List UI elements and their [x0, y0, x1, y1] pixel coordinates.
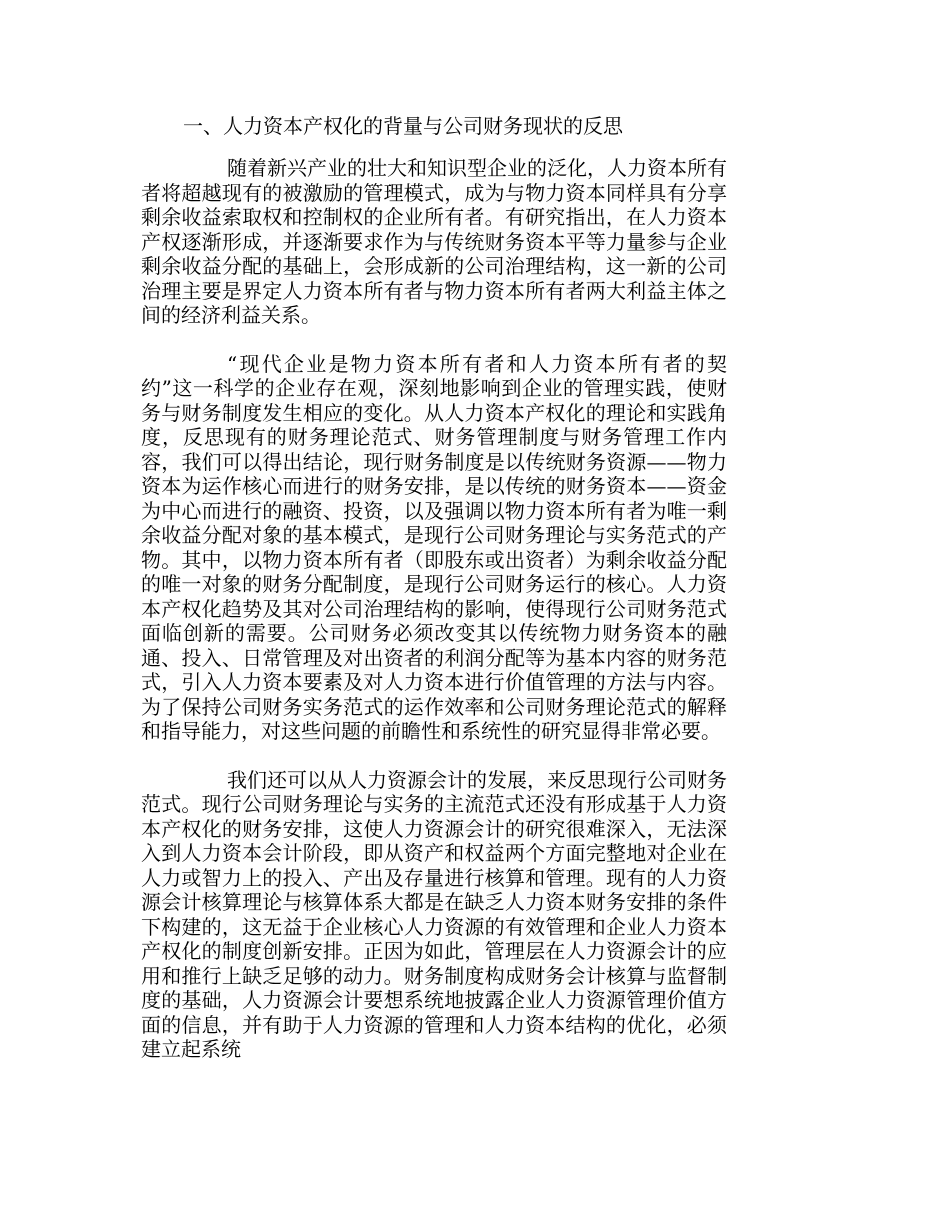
- section-heading: 一、人力资本产权化的背量与公司财务现状的反思: [183, 114, 623, 138]
- paragraph-3: 我们还可以从人力资源会计的发展，来反思现行公司财务范式。现行公司财务理论与实务的主流范式还没有形成基于人力资本产权化的财务安排，这使人力资源会计的研究很难深入，无法深入到人力资本会计阶段，即从资产和权益两个方面完整地对企业在人力或智力上的投入、产出及存量进行核算和管理。现有的人力资源会计核算理论与核算体系大都是在缺乏人力资本财务安排的条件下构建的，这无益于企业核心人力资源的有效管理和企业人力资本产权化的制度创新安排。正因为如此，管理层在人力资源会计的应用和推行上缺乏足够的动力。财务制度构成财务会计核算与监督制度的基础，人力资源会计要想系统地披露企业人力资源管理价值方面的信息，并有助于人力资源的管理和人力资本结构的优化，必须建立起系统: [141, 767, 727, 1061]
- document-page: [141, 112, 727, 1086]
- paragraph-1: 随着新兴产业的壮大和知识型企业的泛化，人力资本所有者将超越现有的被激励的管理模式，成为与物力资本同样具有分享剩余收益索取权和控制权的企业所有者。有研究指出，在人力资本产权逐渐形成，并逐渐要求作为与传统财务资本平等力量参与企业剩余收益分配的基础上，会形成新的公司治理结构，这一新的公司治理主要是界定人力资本所有者与物力资本所有者两大利益主体之间的经济利益关系。: [141, 156, 727, 327]
- paragraph-2: “现代企业是物力资本所有者和人力资本所有者的契约”这一科学的企业存在观，深刻地影响到企业的管理实践，使财务与财务制度发生相应的变化。从人力资本产权化的理论和实践角度，反思现有的财务理论范式、财务管理制度与财务管理工作内容，我们可以得出结论，现行财务制度是以传统财务资源——物力资本为运作核心而进行的财务安排，是以传统的财务资本——资金为中心而进行的融资、投资，以及强调以物力资本所有者为唯一剩余收益分配对象的基本模式，是现行公司财务理论与实务范式的产物。其中，以物力资本所有者（即股东或出资者）为剩余收益分配的唯一对象的财务分配制度，是现行公司财务运行的核心。人力资本产权化趋势及其对公司治理结构的影响，使得现行公司财务范式面临创新的需要。公司财务必须改变其以传统物力财务资本的融通、投入、日常管理及对出资者的利润分配等为基本内容的财务范式，引入人力资本要素及对人力资本进行价值管理的方法与内容。为了保持公司财务实务范式的运作效率和公司财务理论范式的解释和指导能力，对这些问题的前瞻性和系统性的研究显得非常必要。: [141, 351, 727, 743]
